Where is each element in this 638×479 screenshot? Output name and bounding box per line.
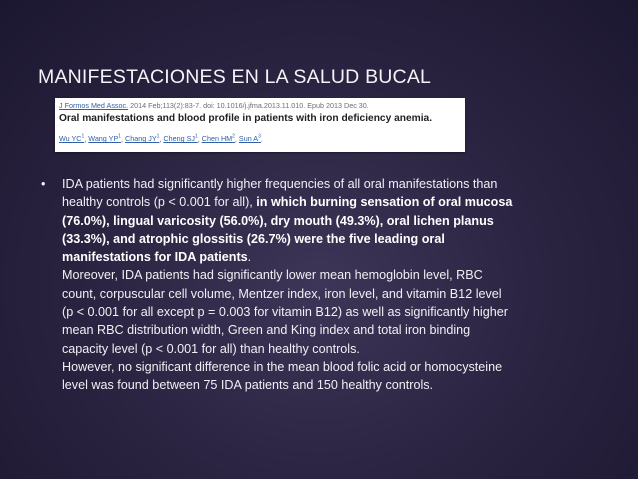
body-emphasis: (33.3%), and atrophic glossitis (26.7%) were the five leading oral	[62, 231, 445, 246]
author-link[interactable]: Sun $A^3$	[238, 134, 261, 144]
journal-link[interactable]: J Formos Med Assoc.	[59, 101, 129, 110]
body-line	[62, 230, 611, 248]
body-line: IDA patients had significantly higher frequencies of all oral manifestations than	[62, 177, 498, 191]
body-line: capacity level (p < 0.001 for all) than healthy controls.	[62, 341, 360, 356]
author-link[interactable]: Wang $YP^1$	[88, 134, 122, 144]
citation-source	[59, 101, 369, 110]
body-emphasis: in which burning sensation of oral mucosa	[256, 195, 513, 210]
body-line: Moreover, IDA patients had significantly lower mean hemoglobin level, RBC	[62, 268, 483, 283]
bullet-text	[62, 175, 611, 395]
citation-image	[55, 98, 465, 152]
body-line: However, no significant difference in the mean blood folic acid or homocysteine	[62, 359, 503, 374]
body-line: count, corpuscular cell volume, Mentzer index, iron level, and vitamin B12 level	[62, 286, 502, 301]
citation-authors: Wu $YC^1$, Wang $YP^1$, Chang $JY^1$, Cheng $SJ^1$, Chen $HM^2$, Sun $A^3$.	[59, 134, 263, 144]
citation-source-details: 2014 Feb;113(2):83-7. doi: 10.1016/j.jfma.2013.11.010. Epub 2013 Dec 30.	[128, 101, 369, 110]
author-link[interactable]: Chen $HM^2$	[201, 134, 235, 144]
body-line: healthy controls (p < 0.001 for all), in which burning sensation of oral mucosa	[62, 195, 513, 210]
body-line: mean RBC distribution width, Green and King index and total iron binding	[62, 323, 471, 338]
body-line: manifestations for IDA patients.	[62, 250, 252, 265]
body-emphasis: manifestations for IDA patients	[62, 250, 248, 265]
citation-title: Oral manifestations and blood profile in patients with iron deficiency anemia.	[59, 113, 433, 124]
bullet-marker: •	[41, 177, 46, 191]
body-line: (p < 0.001 for all except p = 0.003 for vitamin B12) as well as significantly higher	[62, 305, 508, 320]
body-line	[62, 212, 611, 230]
bullet-content	[41, 175, 611, 395]
body-emphasis: (76.0%), lingual varicosity (56.0%), dry mouth (49.3%), oral lichen planus	[62, 213, 494, 228]
author-link[interactable]: Chang $JY^1$	[125, 134, 160, 144]
author-link[interactable]: Cheng $SJ^1$	[163, 134, 198, 144]
author-link[interactable]: Wu $YC^1$	[59, 134, 85, 144]
body-line: level was found between 75 IDA patients and 150 healthy controls.	[62, 378, 434, 393]
slide-title: MANIFESTACIONES EN LA SALUD BUCAL	[38, 66, 432, 88]
